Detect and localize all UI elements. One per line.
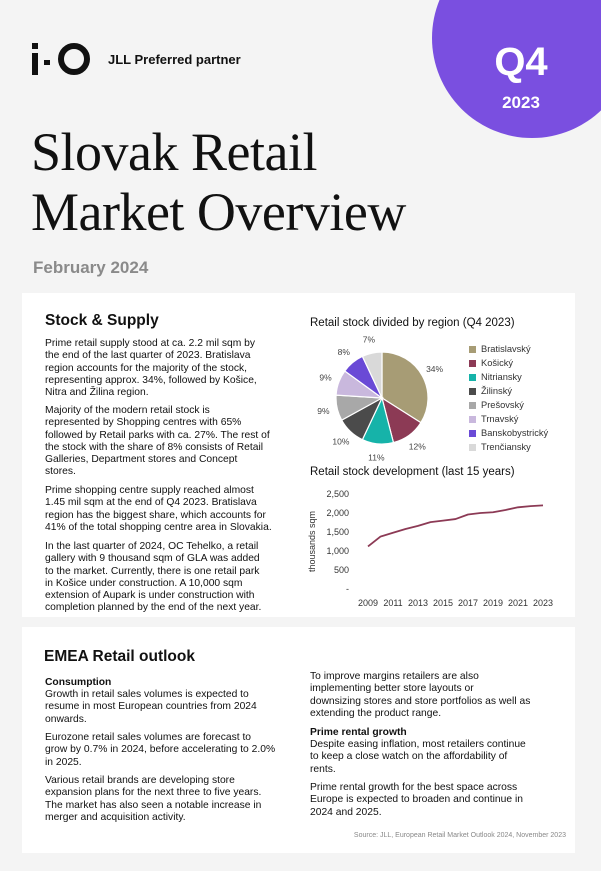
y-tick-label: 1,500 (326, 527, 349, 537)
legend-swatch (469, 402, 476, 409)
io-logo (31, 41, 93, 77)
y-tick-label: - (346, 584, 349, 594)
legend-label: Bratislavský (481, 344, 531, 354)
pie-data-label: 34% (426, 364, 444, 375)
pie-data-label: 7% (362, 335, 376, 345)
legend-swatch (469, 388, 476, 395)
x-tick-label: 2009 (357, 598, 379, 608)
legend-item (469, 384, 548, 398)
x-tick-label: 2017 (457, 598, 479, 608)
pie-legend (469, 342, 548, 454)
legend-label: Trnavský (481, 414, 519, 424)
stock-paragraph-4: In the last quarter of 2024, OC Tehelko, a retail gallery with 9 thousand sqm of GLA was added to the market. Currently, there is one retail park in Košice under construction. A 10,000 sqm extension of Aupark is under construction with completion planned by the end of the next year. (45, 541, 262, 614)
line-chart-title: Retail stock development (last 15 years) (310, 466, 515, 478)
page-title: Slovak Retail Market Overview (31, 122, 406, 242)
report-date: February 2024 (33, 258, 149, 277)
emea-left-paragraph-2: Eurozone retail sales volumes are forecast to grow by 0.7% in 2024, before accelerating to 2.0% in 2025. (45, 732, 276, 768)
pie-data-label: 12% (408, 441, 426, 452)
legend-label: Trenčiansky (481, 442, 531, 452)
stock-paragraph-1: Prime retail supply stood at ca. 2.2 mil sqm by the end of the last quarter of 2023. Bratislava region accounts for the majority of the stock, representing approx. 34%, followed by Košice, Nitra and Žilina region. (45, 338, 257, 399)
stock-paragraph-3: Prime shopping centre supply reached almost 1.45 mil sqm at the end of Q4 2023. Bratislava region has the biggest share, which accounts for 41% of the total shopping centre area in Slovakia. (45, 485, 272, 533)
y-tick-label: 2,000 (326, 508, 349, 518)
stock-heading: Stock & Supply (45, 312, 159, 329)
emea-left-paragraph-1: Growth in retail sales volumes is expected to resume in most European countries from 2024 onwards. (45, 689, 257, 725)
legend-item (469, 426, 548, 440)
legend-swatch (469, 374, 476, 381)
emea-right-paragraph-3: Prime rental growth for the best space across Europe is expected to broaden and continue in 2024 and 2025. (310, 782, 523, 818)
y-tick-label: 2,500 (326, 489, 349, 499)
pie-data-label: 8% (337, 346, 350, 357)
x-tick-label: 2011 (383, 598, 403, 608)
legend-label: Žilinský (481, 386, 512, 396)
retail-stock-line (368, 505, 543, 546)
legend-label: Banskobystrický (481, 428, 549, 438)
y-tick-label: 500 (333, 565, 349, 575)
pie-chart (300, 335, 465, 461)
legend-swatch (469, 360, 476, 367)
emea-right-paragraph-1: To improve margins retailers are also implementing better store layouts or downsizing stores and store portfolios as well as extending the product range. (310, 671, 531, 719)
emea-left-paragraph-3: Various retail brands are developing store expansion plans for the next three to five years. The market has also seen a notable increase in merger and acquisition activity. (45, 775, 262, 823)
legend-item (469, 440, 548, 454)
y-axis-label: thousands sqm (307, 510, 317, 573)
x-tick-label: 2013 (407, 598, 429, 608)
line-chart (300, 482, 562, 612)
legend-label: Košický (481, 358, 514, 368)
legend-swatch (469, 444, 476, 451)
legend-label: Nitriansky (481, 372, 522, 382)
pie-data-label: 9% (317, 406, 330, 417)
legend-item (469, 412, 548, 426)
legend-swatch (469, 416, 476, 423)
legend-label: Prešovský (481, 400, 524, 410)
partner-label: JLL Preferred partner (108, 52, 241, 67)
stock-paragraph-2: Majority of the modern retail stock is represented by Shopping centres with 65% followed by Retail parks with ca. 27%. The rest of the stock with the share of 8% consists of Retail Galleries, Department stores and Concept stores. (45, 405, 270, 478)
prime-rental-subheading: Prime rental growth (310, 727, 407, 738)
source-note: Source: JLL, European Retail Market Outlook 2024, November 2023 (353, 832, 566, 839)
legend-item (469, 342, 548, 356)
legend-swatch (469, 430, 476, 437)
emea-heading: EMEA Retail outlook (44, 648, 195, 665)
pie-chart-title: Retail stock divided by region (Q4 2023) (310, 317, 515, 329)
x-tick-label: 2019 (482, 598, 504, 608)
consumption-subheading: Consumption (45, 677, 112, 688)
quarter-year: 2023 (502, 93, 540, 112)
pie-data-label: 10% (332, 436, 350, 447)
emea-right-paragraph-2: Despite easing inflation, most retailers continue to keep a close watch on the affordability of rents. (310, 739, 526, 775)
y-tick-label: 1,000 (326, 546, 349, 556)
x-tick-label: 2015 (432, 598, 454, 608)
legend-swatch (469, 346, 476, 353)
x-tick-label: 2023 (532, 598, 554, 608)
x-tick-label: 2021 (507, 598, 529, 608)
legend-item (469, 398, 548, 412)
pie-data-label: 9% (319, 372, 332, 383)
legend-item (469, 370, 548, 384)
pie-data-label: 11% (368, 452, 385, 461)
quarter-label: Q4 (494, 40, 548, 84)
legend-item (469, 356, 548, 370)
